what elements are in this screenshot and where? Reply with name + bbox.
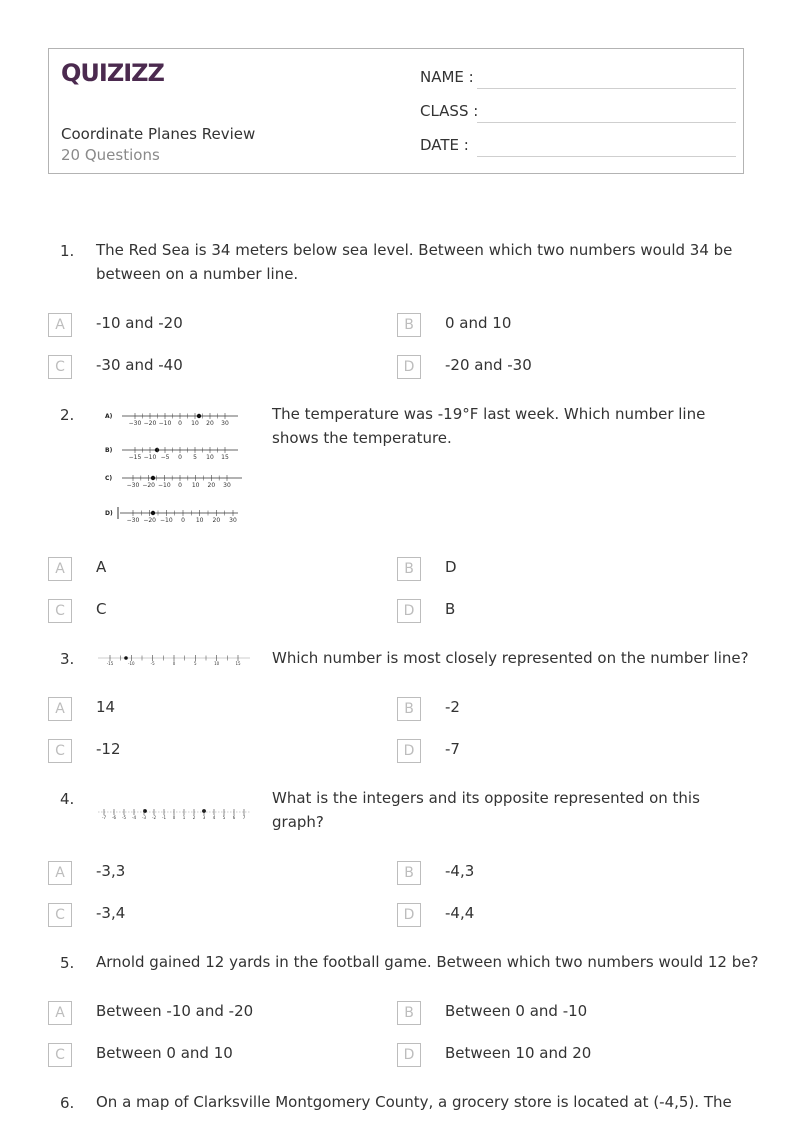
option-letter: C	[48, 355, 72, 379]
question-text-line: shows the temperature.	[272, 429, 452, 447]
question-text: On a map of Clarksville Montgomery County, a grocery store is located at (-4,5). The	[96, 1093, 732, 1111]
tick-label: 5	[222, 815, 226, 820]
tick-label: −30	[128, 420, 142, 427]
question-text: Which number is most closely represented on the number line?	[272, 649, 749, 667]
number-line-image	[96, 650, 252, 670]
tick-label: 0	[178, 454, 182, 461]
tick-label: −15	[128, 454, 142, 461]
tick-label: 4	[212, 815, 216, 820]
tick-label: 30	[229, 517, 237, 524]
tick-label: −5	[160, 454, 170, 461]
option-text: -4,4	[445, 904, 475, 922]
option-text: -3,3	[96, 862, 126, 880]
tick-label: -15	[106, 661, 114, 666]
number-line-image	[96, 804, 252, 824]
tick-label: -4	[132, 815, 136, 820]
question-number: 3.	[60, 650, 75, 668]
worksheet-header	[48, 48, 744, 174]
option-text: -10 and -20	[96, 314, 183, 332]
tick-label: -10	[128, 661, 135, 666]
tick-label: 10	[195, 517, 204, 524]
option-letter: D	[397, 1043, 421, 1067]
option-text: -7	[445, 740, 460, 758]
option-letter: B	[397, 861, 421, 885]
tick-label: 5	[193, 454, 197, 461]
tick-label: 0	[178, 420, 182, 427]
option-text: Between 10 and 20	[445, 1044, 592, 1062]
question-number: 2.	[60, 406, 75, 424]
option-text: Between 0 and 10	[96, 1044, 233, 1062]
tick-label: −10	[143, 454, 157, 461]
tick-label: -5	[150, 661, 155, 666]
quizizz-logo: QUIZIZZ	[61, 59, 164, 87]
tick-label: −10	[157, 482, 171, 489]
tick-label: -2	[152, 815, 156, 820]
option-text: B	[445, 600, 456, 618]
number-lines-image	[100, 406, 250, 530]
option-text: C	[96, 600, 107, 618]
option-text: D	[445, 558, 457, 576]
tick-label: 3	[202, 815, 206, 820]
point-a	[197, 414, 201, 418]
tick-label: −30	[126, 517, 140, 524]
point-b	[155, 448, 159, 452]
tick-label: 30	[223, 482, 231, 489]
question-number: 5.	[60, 954, 75, 972]
question-text-line: The Red Sea is 34 meters below sea level. Between which two numbers would 34 be	[96, 241, 733, 259]
date-line[interactable]	[477, 156, 736, 157]
question-number: 6.	[60, 1094, 75, 1112]
option-letter: C	[48, 1043, 72, 1067]
option-text: Between 0 and -10	[445, 1002, 588, 1020]
option-letter: D	[397, 903, 421, 927]
question-text-line: The temperature was -19°F last week. Which number line	[272, 405, 706, 423]
question-text	[96, 238, 732, 286]
tick-label: 0	[172, 815, 176, 820]
point-d	[151, 511, 155, 515]
tick-label: 1	[182, 815, 186, 820]
tick-label: −10	[158, 420, 172, 427]
tick-label: −30	[126, 482, 140, 489]
line-label: A)	[105, 413, 113, 420]
option-letter: A	[48, 313, 72, 337]
date-label: DATE :	[420, 136, 469, 154]
class-label: CLASS :	[420, 102, 479, 120]
line-label: C)	[105, 475, 113, 482]
option-text: 14	[96, 698, 116, 716]
tick-label: −20	[142, 482, 156, 489]
option-text: -2	[445, 698, 460, 716]
option-letter: A	[48, 861, 72, 885]
option-letter: A	[48, 557, 72, 581]
point-c	[151, 476, 155, 480]
class-field[interactable]	[420, 102, 736, 126]
class-line[interactable]	[477, 122, 736, 123]
option-letter: B	[397, 313, 421, 337]
tick-label: -5	[122, 815, 126, 820]
tick-label: 30	[221, 420, 229, 427]
line-label: B)	[105, 447, 113, 454]
option-letter: A	[48, 697, 72, 721]
tick-label: 20	[212, 517, 221, 524]
option-letter: C	[48, 903, 72, 927]
option-letter: C	[48, 599, 72, 623]
tick-label: −20	[143, 420, 157, 427]
question-text-line: graph?	[272, 813, 324, 831]
option-text: -30 and -40	[96, 356, 183, 374]
option-text: A	[96, 558, 107, 576]
tick-label: 10	[214, 661, 220, 666]
tick-label: −10	[159, 517, 173, 524]
date-field[interactable]	[420, 136, 736, 160]
option-text: 0 and 10	[445, 314, 512, 332]
point-q4-left	[143, 809, 147, 813]
option-text: -3,4	[96, 904, 126, 922]
tick-label: −20	[143, 517, 157, 524]
tick-label: 10	[191, 482, 200, 489]
tick-label: 15	[235, 661, 241, 666]
name-line[interactable]	[477, 88, 736, 89]
question-count: 20 Questions	[61, 146, 160, 164]
option-letter: A	[48, 1001, 72, 1025]
tick-label: 2	[192, 815, 196, 820]
tick-label: -3	[142, 815, 146, 820]
option-letter: D	[397, 355, 421, 379]
option-letter: B	[397, 697, 421, 721]
question-text: Arnold gained 12 yards in the football game. Between which two numbers would 12 be?	[96, 953, 759, 971]
option-letter: D	[397, 599, 421, 623]
option-text: -20 and -30	[445, 356, 532, 374]
tick-label: 7	[242, 815, 246, 820]
name-field[interactable]	[420, 68, 736, 92]
option-letter: C	[48, 739, 72, 763]
worksheet-title: Coordinate Planes Review	[61, 125, 256, 143]
tick-label: -6	[112, 815, 116, 820]
question-text	[272, 786, 700, 834]
tick-label: 5	[194, 661, 197, 666]
question-text-line: between on a number line.	[96, 265, 299, 283]
point-q3	[124, 656, 128, 660]
question-number: 4.	[60, 790, 75, 808]
tick-label: 0	[181, 517, 185, 524]
tick-label: 20	[206, 420, 214, 427]
name-label: NAME :	[420, 68, 474, 86]
tick-label: 6	[232, 815, 236, 820]
tick-label: 20	[207, 482, 216, 489]
option-text: -12	[96, 740, 121, 758]
question-text-line: What is the integers and its opposite represented on this	[272, 789, 700, 807]
option-letter: B	[397, 1001, 421, 1025]
tick-label: 0	[172, 661, 176, 666]
line-label: D)	[105, 510, 113, 517]
tick-label: 10	[206, 454, 214, 461]
question-text	[272, 402, 705, 450]
tick-label: 15	[221, 454, 229, 461]
option-text: Between -10 and -20	[96, 1002, 254, 1020]
option-letter: D	[397, 739, 421, 763]
question-number: 1.	[60, 242, 75, 260]
option-letter: B	[397, 557, 421, 581]
tick-label: -7	[102, 815, 106, 820]
tick-label: 10	[191, 420, 199, 427]
tick-label: -1	[162, 815, 166, 820]
option-text: -4,3	[445, 862, 475, 880]
tick-label: 0	[178, 482, 182, 489]
